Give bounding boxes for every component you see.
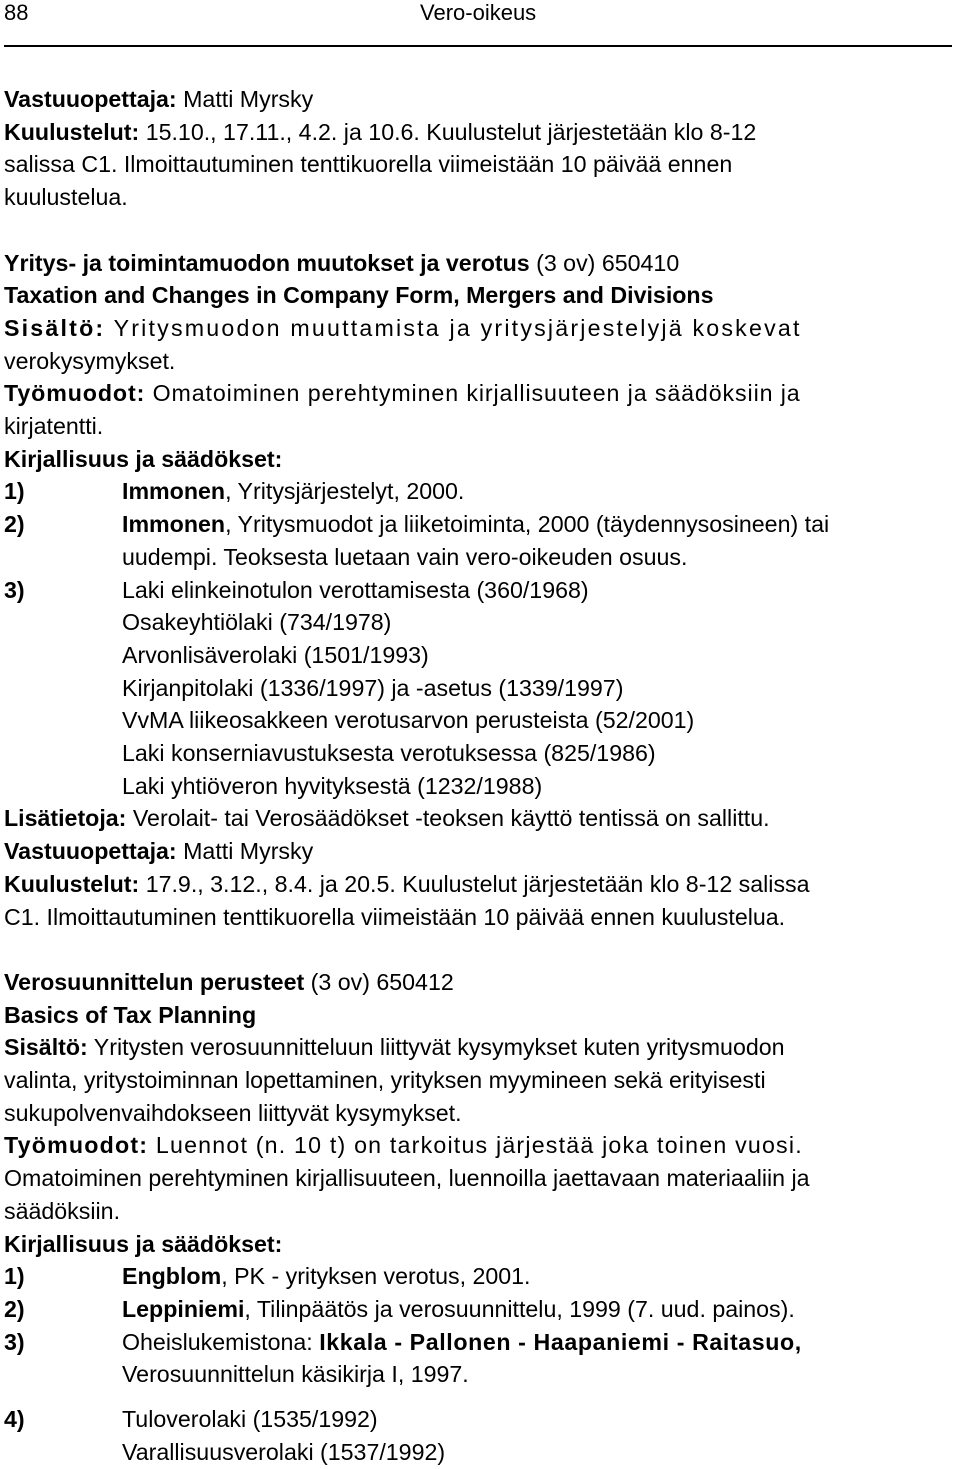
list-item xyxy=(4,1403,954,1436)
info-line: Lisätietoja: Verolait- tai Verosäädökset -teoksen käyttö tentissä on sallittu. xyxy=(4,805,770,832)
list-item-number: 2) xyxy=(4,511,25,538)
exams-label: Kuulustelut: xyxy=(4,870,140,897)
content-line: valinta, yritystoiminnan lopettaminen, yrityksen myymineen sekä erityisesti xyxy=(4,1067,766,1094)
list-item xyxy=(4,508,954,541)
list-item-author: Leppiniemi xyxy=(122,1295,245,1322)
methods-label: Työmuodot: xyxy=(4,380,146,407)
methods-line: Työmuodot: Omatoiminen perehtyminen kirjallisuuteen ja säädöksiin ja xyxy=(4,380,801,407)
list-item-continuation: Verosuunnittelun käsikirja I, 1997. xyxy=(122,1361,469,1388)
list-item-author: Immonen xyxy=(122,478,226,505)
info-label: Lisätietoja: xyxy=(4,805,127,832)
course-title xyxy=(4,247,954,280)
course-english-title: Basics of Tax Planning xyxy=(4,1001,257,1028)
law-entry: VvMA liikeosakkeen verotusarvon perusteista (52/2001) xyxy=(122,707,695,734)
teacher-name: Matti Myrsky xyxy=(183,838,314,865)
list-item-number: 1) xyxy=(4,1263,25,1290)
course-title-code: (3 ov) 650410 xyxy=(536,249,680,276)
teacher-label: Vastuuopettaja: xyxy=(4,838,177,865)
list-item-number: 4) xyxy=(4,1406,25,1433)
list-item-author: Engblom xyxy=(122,1263,222,1290)
teacher-line xyxy=(4,835,954,868)
list-item-prefix: Oheislukemistona: xyxy=(122,1328,313,1355)
exams-label: Kuulustelut: xyxy=(4,118,140,145)
course-title-name: Yritys- ja toimintamuodon muutokset ja verotus xyxy=(4,249,530,276)
exams-line: Kuulustelut: 17.9., 3.12., 8.4. ja 20.5. Kuulustelut järjestetään klo 8-12 salissa xyxy=(4,870,810,897)
content-line: Sisältö: Yritysmuodon muuttamista ja yritysjärjestelyjä koskevat xyxy=(4,314,802,341)
literature-list xyxy=(4,475,954,802)
content-label: Sisältö: xyxy=(4,1034,88,1061)
methods-line: kirjatentti. xyxy=(4,413,104,440)
methods-line: säädöksiin. xyxy=(4,1197,121,1224)
list-item-text: , Yritysjärjestelyt, 2000. xyxy=(225,478,465,505)
methods-line: Työmuodot: Luennot (n. 10 t) on tarkoitus järjestää joka toinen vuosi. xyxy=(4,1132,803,1159)
law-entry: Varallisuusverolaki (1537/1992) xyxy=(122,1438,446,1465)
literature-heading: Kirjallisuus ja säädökset: xyxy=(4,445,283,472)
document-body xyxy=(4,83,954,1469)
list-item xyxy=(4,475,954,508)
list-item-author: Ikkala - Pallonen - Haapaniemi - Raitasuo, xyxy=(319,1328,802,1355)
course-title-name: Verosuunnittelun perusteet xyxy=(4,968,305,995)
running-title: Vero-oikeus xyxy=(420,0,537,25)
list-item xyxy=(4,1293,954,1326)
exams-line xyxy=(4,116,954,149)
content-line: sukupolvenvaihdokseen liittyvät kysymykset. xyxy=(4,1099,462,1126)
exams-line: C1. Ilmoittautuminen tenttikuorella viimeistään 10 päivää ennen kuulustelua. xyxy=(4,903,786,930)
list-item-text: , PK - yrityksen verotus, 2001. xyxy=(221,1263,531,1290)
header-rule xyxy=(4,45,952,47)
page-header xyxy=(0,0,960,60)
list-item xyxy=(4,574,954,607)
list-item-text: , Yritysmuodot ja liiketoiminta, 2000 (täydennysosineen) tai xyxy=(225,511,830,538)
law-entry: Kirjanpitolaki (1336/1997) ja -asetus (1339/1997) xyxy=(122,674,624,701)
law-entry: Laki konserniavustuksesta verotuksessa (825/1986) xyxy=(122,740,656,767)
law-entry: Laki elinkeinotulon verottamisesta (360/1968) xyxy=(122,576,589,603)
exams-text: 15.10., 17.11., 4.2. ja 10.6. Kuulustelut järjestetään klo 8-12 xyxy=(145,118,757,145)
literature-list xyxy=(4,1260,954,1468)
content-label: Sisältö: xyxy=(4,314,106,341)
list-item-author: Immonen xyxy=(122,511,226,538)
exams-line: kuulustelua. xyxy=(4,184,128,211)
methods-label: Työmuodot: xyxy=(4,1132,149,1159)
page-number: 88 xyxy=(4,0,29,25)
list-item-number: 3) xyxy=(4,1328,25,1355)
course-title xyxy=(4,966,954,999)
law-entry: Osakeyhtiölaki (734/1978) xyxy=(122,609,392,636)
literature-heading: Kirjallisuus ja säädökset: xyxy=(4,1230,283,1257)
teacher-name: Matti Myrsky xyxy=(183,86,314,112)
list-item-number: 1) xyxy=(4,478,25,505)
teacher-label: Vastuuopettaja: xyxy=(4,86,177,112)
law-entry: Arvonlisäverolaki (1501/1993) xyxy=(122,641,429,668)
exams-line: salissa C1. Ilmoittautuminen tenttikuorella viimeistään 10 päivää ennen xyxy=(4,151,733,178)
content-line: verokysymykset. xyxy=(4,347,176,374)
content-line: Sisältö: Yritysten verosuunnitteluun liittyvät kysymykset kuten yritysmuodon xyxy=(4,1034,785,1061)
list-item xyxy=(4,1260,954,1293)
list-item-continuation: uudempi. Teoksesta luetaan vain vero-oikeuden osuus. xyxy=(122,543,688,570)
teacher-line xyxy=(4,83,954,116)
course-english-title: Taxation and Changes in Company Form, Mergers and Divisions xyxy=(4,282,714,309)
law-entry: Laki yhtiöveron hyvityksestä (1232/1988) xyxy=(122,772,543,799)
list-item-number: 2) xyxy=(4,1295,25,1322)
list-item-text: , Tilinpäätös ja verosuunnittelu, 1999 (7. uud. painos). xyxy=(244,1295,795,1322)
course-title-code: (3 ov) 650412 xyxy=(310,968,454,995)
list-item xyxy=(4,1326,954,1359)
list-item-number: 3) xyxy=(4,576,25,603)
methods-line: Omatoiminen perehtyminen kirjallisuuteen, luennoilla jaettavaan materiaaliin ja xyxy=(4,1165,810,1192)
law-entry: Tuloverolaki (1535/1992) xyxy=(122,1406,378,1433)
